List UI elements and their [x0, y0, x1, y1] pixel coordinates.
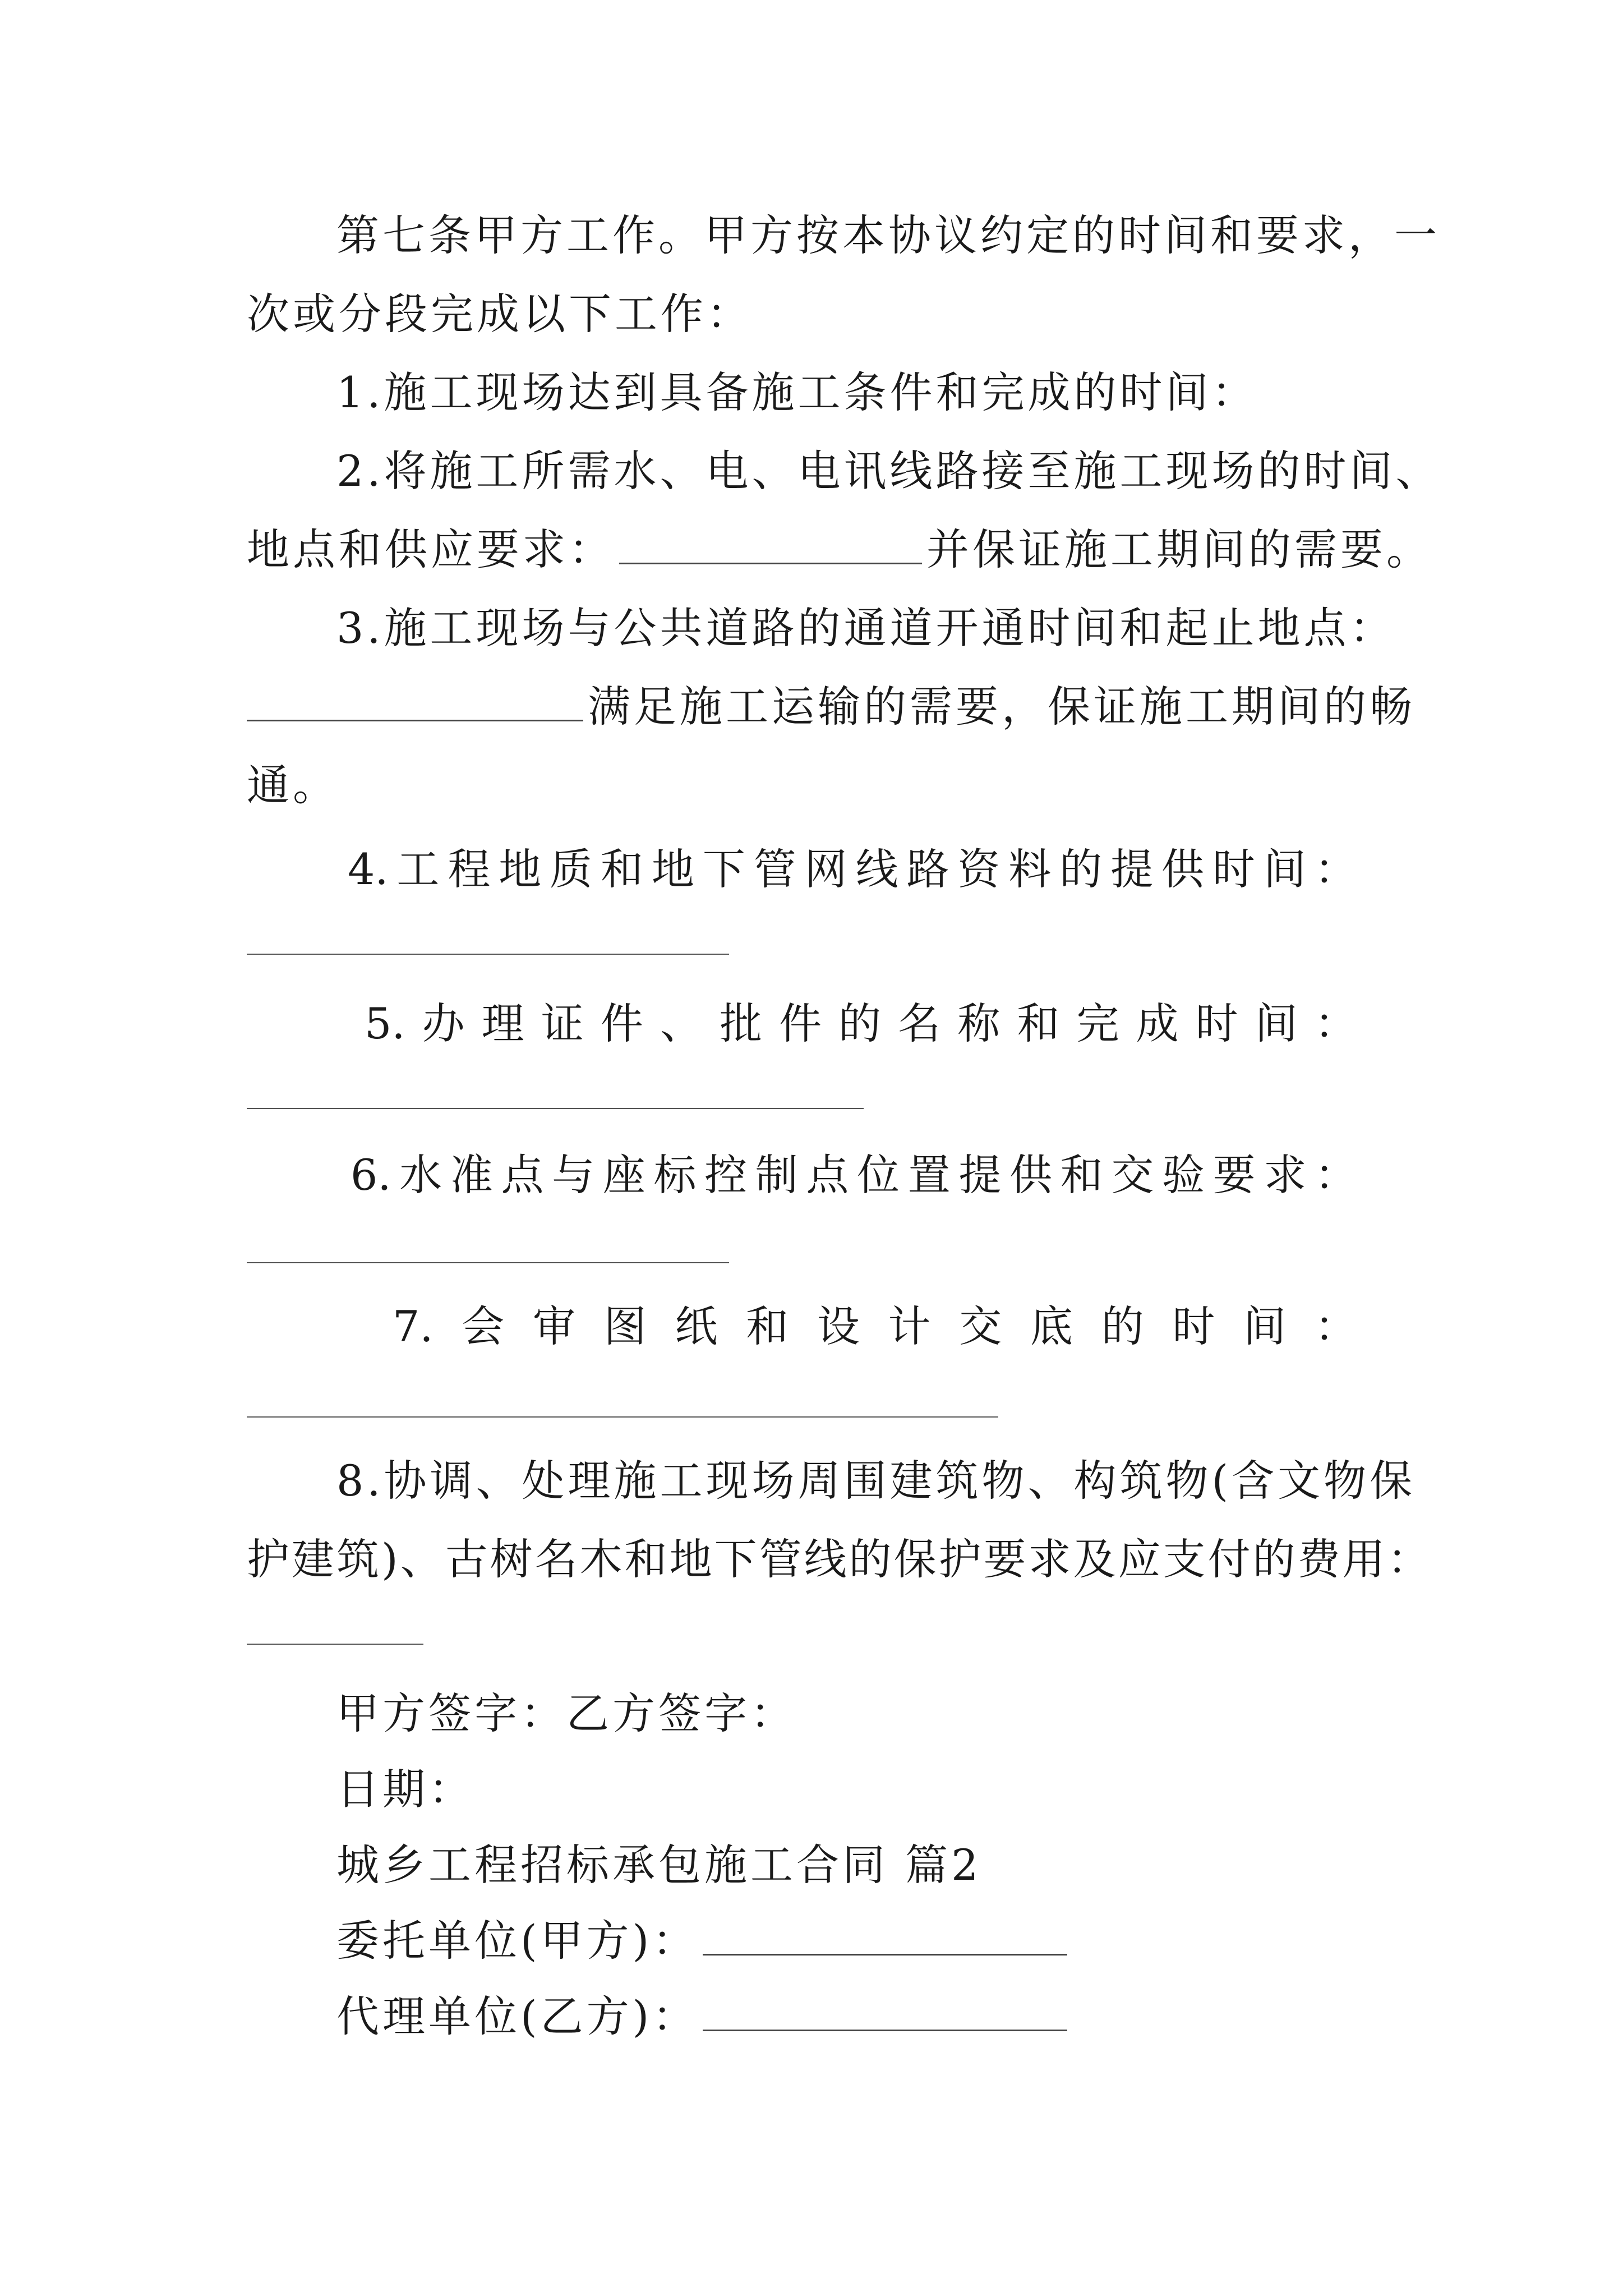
date-label: 日期：	[336, 1764, 474, 1814]
client-line	[336, 1913, 1072, 1969]
client-fill-blank[interactable]	[703, 1915, 1067, 1955]
item5-fill-blank[interactable]	[247, 1108, 864, 1109]
contract2-title: 城乡工程招标承包施工合同 篇2	[336, 1840, 982, 1890]
item1-text: 1.施工现场达到具备施工条件和完成的时间：	[336, 367, 1258, 417]
item3-line1: 3.施工现场与公共道路的通道开通时间和起止地点：	[336, 603, 1396, 653]
item8-line1: 8.协调、处理施工现场周围建筑物、构筑物(含文物保	[336, 1456, 1416, 1506]
item5-text: 5. 办 理 证 件 、 批 件 的 名 称 和 完 成 时 间 ：	[365, 999, 1357, 1048]
agent-fill-blank[interactable]	[703, 1990, 1067, 2031]
item8-fill-blank[interactable]	[247, 1644, 423, 1645]
item2-line2	[247, 522, 1432, 578]
item2-fill-blank[interactable]	[619, 523, 922, 564]
item3-text: 满足施工运输的需要，保证施工期间的畅	[588, 682, 1415, 731]
item7-fill-blank[interactable]	[247, 1416, 998, 1418]
item6-fill-blank[interactable]	[247, 1262, 729, 1263]
signature-line: 甲方签字：乙方签字：	[336, 1688, 796, 1738]
article7-line2: 次或分段完成以下工作：	[247, 289, 753, 339]
item4-text: 4. 工 程 地 质 和 地 下 管 网 线 路 资 料 的 提 供 时 间 ：	[348, 844, 1357, 894]
client-label: 委托单位(甲方)：	[336, 1916, 699, 1966]
item8-line2: 护建筑)、古树名木和地下管线的保护要求及应支付的费用：	[247, 1534, 1432, 1584]
article7-line1: 第七条甲方工作。甲方按本协议约定的时间和要求，一	[336, 210, 1440, 260]
item2-text-b: 并保证施工期间的需要。	[926, 524, 1432, 574]
item7-text: 7. 会 审 图 纸 和 设 计 交 底 的 时 间 ：	[393, 1301, 1357, 1351]
item3-line3: 通。	[247, 760, 339, 810]
agent-line	[336, 1989, 1072, 2045]
item2-text-a: 地点和供应要求：	[247, 524, 615, 574]
item3-line2	[247, 679, 1415, 735]
item3-fill-blank[interactable]	[247, 680, 583, 721]
agent-label: 代理单位(乙方)：	[336, 1991, 699, 2041]
item6-text: 6. 水 准 点 与 座 标 控 制 点 位 置 提 供 和 交 验 要 求 ：	[351, 1150, 1357, 1200]
item4-fill-blank[interactable]	[247, 954, 729, 955]
item2-line1: 2.将施工所需水、电、电讯线路接至施工现场的时间、	[336, 446, 1442, 496]
